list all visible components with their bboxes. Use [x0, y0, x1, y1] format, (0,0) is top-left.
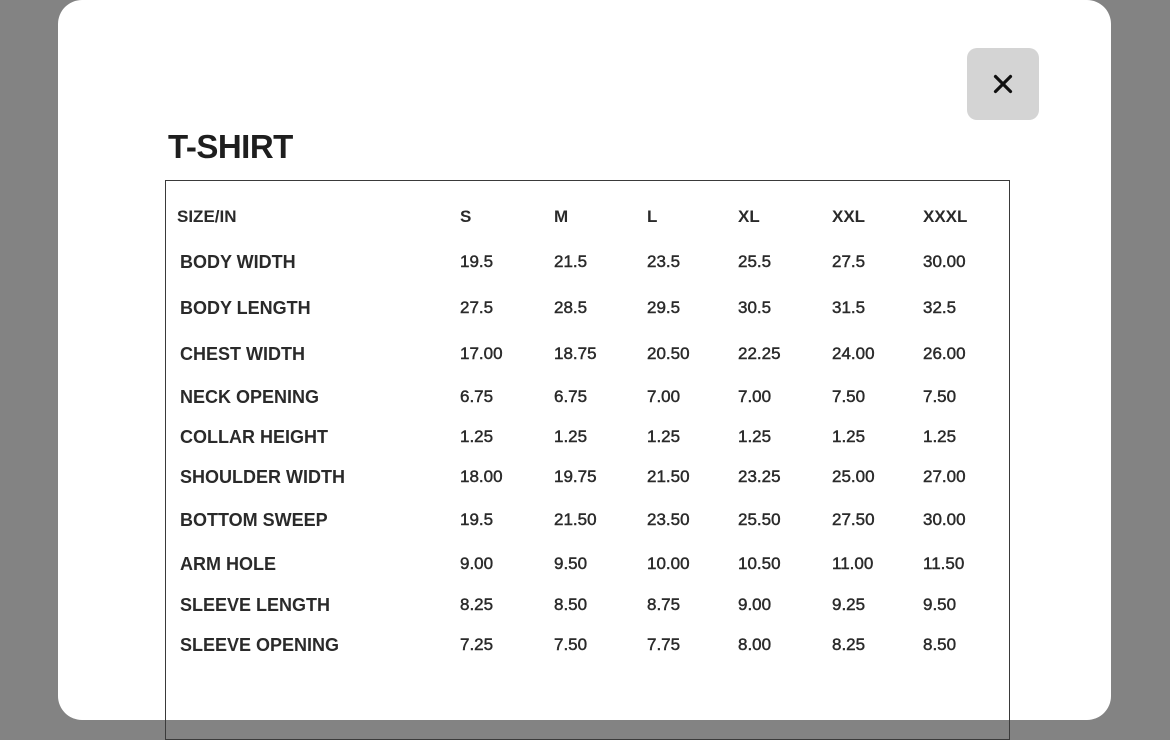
measurement-cell: 7.00 [738, 387, 772, 406]
measurement-cell: 8.75 [647, 595, 681, 614]
row-label: BOTTOM SWEEP [180, 509, 328, 530]
measurement-cell: 25.5 [738, 252, 772, 271]
row-label: CHEST WIDTH [180, 343, 305, 364]
measurement-cell: 10.50 [738, 554, 781, 573]
size-header: M [554, 207, 569, 226]
measurement-cell: 7.25 [460, 635, 494, 654]
measurement-cell: 11.50 [923, 554, 965, 573]
row-label: SHOULDER WIDTH [180, 466, 345, 487]
measurement-cell: 7.00 [647, 387, 681, 406]
row-label: SLEEVE LENGTH [180, 594, 331, 615]
size-header: L [647, 207, 658, 226]
measurement-cell: 30.5 [738, 298, 772, 317]
size-header: XXXL [923, 207, 968, 226]
table-row [177, 331, 1003, 377]
measurement-cell: 25.50 [738, 510, 781, 529]
size-table-box [165, 180, 1010, 740]
measurement-cell: 30.00 [923, 510, 966, 529]
table-row [177, 625, 1003, 665]
size-table [177, 195, 1003, 665]
measurement-cell: 21.50 [647, 467, 690, 486]
measurement-cell: 11.00 [832, 554, 874, 573]
close-button[interactable] [967, 48, 1039, 120]
measurement-cell: 9.50 [923, 595, 957, 614]
size-header: XL [738, 207, 760, 226]
measurement-cell: 7.50 [554, 635, 588, 654]
table-row [177, 543, 1003, 585]
measurement-cell: 9.00 [460, 554, 494, 573]
measurement-cell: 23.5 [647, 252, 681, 271]
measurement-cell: 8.25 [832, 635, 866, 654]
table-row [177, 377, 1003, 417]
measurement-cell: 1.25 [923, 427, 957, 446]
measurement-cell: 9.25 [832, 595, 866, 614]
measurement-cell: 7.50 [923, 387, 957, 406]
measurement-cell: 27.50 [832, 510, 875, 529]
measurement-cell: 27.5 [832, 252, 866, 271]
table-row [177, 585, 1003, 625]
measurement-cell: 9.50 [554, 554, 588, 573]
row-label: BODY WIDTH [180, 251, 296, 272]
measurement-cell: 1.25 [647, 427, 681, 446]
table-row [177, 497, 1003, 543]
measurement-cell: 1.25 [832, 427, 866, 446]
measurement-cell: 8.00 [738, 635, 772, 654]
row-label: SLEEVE OPENING [180, 634, 340, 655]
measurement-cell: 9.00 [738, 595, 772, 614]
measurement-cell: 1.25 [554, 427, 588, 446]
measurement-cell: 10.00 [647, 554, 690, 573]
row-label: ARM HOLE [180, 553, 276, 574]
header-row [177, 195, 1003, 239]
measurement-cell: 32.5 [923, 298, 957, 317]
size-header: XXL [832, 207, 866, 226]
measurement-cell: 29.5 [647, 298, 681, 317]
chart-title: T-SHIRT [168, 128, 293, 165]
measurement-cell: 18.00 [460, 467, 503, 486]
measurement-cell: 19.5 [460, 252, 494, 271]
measurement-cell: 1.25 [460, 427, 494, 446]
measurement-cell: 21.50 [554, 510, 597, 529]
measurement-cell: 22.25 [738, 344, 781, 363]
measurement-cell: 19.75 [554, 467, 597, 486]
measurement-cell: 31.5 [832, 298, 866, 317]
size-header: S [460, 207, 472, 226]
measurement-cell: 23.50 [647, 510, 690, 529]
measurement-cell: 20.50 [647, 344, 690, 363]
row-label: BODY LENGTH [180, 297, 311, 318]
measurement-cell: 25.00 [832, 467, 875, 486]
measurement-cell: 7.75 [647, 635, 681, 654]
measurement-cell: 18.75 [554, 344, 597, 363]
measurement-cell: 27.00 [923, 467, 966, 486]
measurement-cell: 23.25 [738, 467, 781, 486]
measurement-cell: 8.25 [460, 595, 494, 614]
measurement-cell: 6.75 [554, 387, 588, 406]
table-row [177, 285, 1003, 331]
measurement-cell: 6.75 [460, 387, 494, 406]
measurement-cell: 17.00 [460, 344, 503, 363]
close-icon [993, 74, 1013, 94]
measurement-cell: 28.5 [554, 298, 588, 317]
table-row [177, 457, 1003, 497]
measurement-cell: 19.5 [460, 510, 494, 529]
measurement-cell: 8.50 [923, 635, 957, 654]
measurement-cell: 8.50 [554, 595, 588, 614]
table-row [177, 239, 1003, 285]
measurement-cell: 24.00 [832, 344, 875, 363]
measurement-cell: 27.5 [460, 298, 494, 317]
table-row [177, 417, 1003, 457]
row-label: COLLAR HEIGHT [180, 426, 328, 447]
measurement-cell: 26.00 [923, 344, 966, 363]
measurement-cell: 1.25 [738, 427, 772, 446]
size-chart-modal [58, 0, 1111, 720]
corner-header: SIZE/IN [177, 207, 237, 226]
measurement-cell: 21.5 [554, 252, 588, 271]
row-label: NECK OPENING [180, 386, 320, 407]
measurement-cell: 7.50 [832, 387, 866, 406]
measurement-cell: 30.00 [923, 252, 966, 271]
